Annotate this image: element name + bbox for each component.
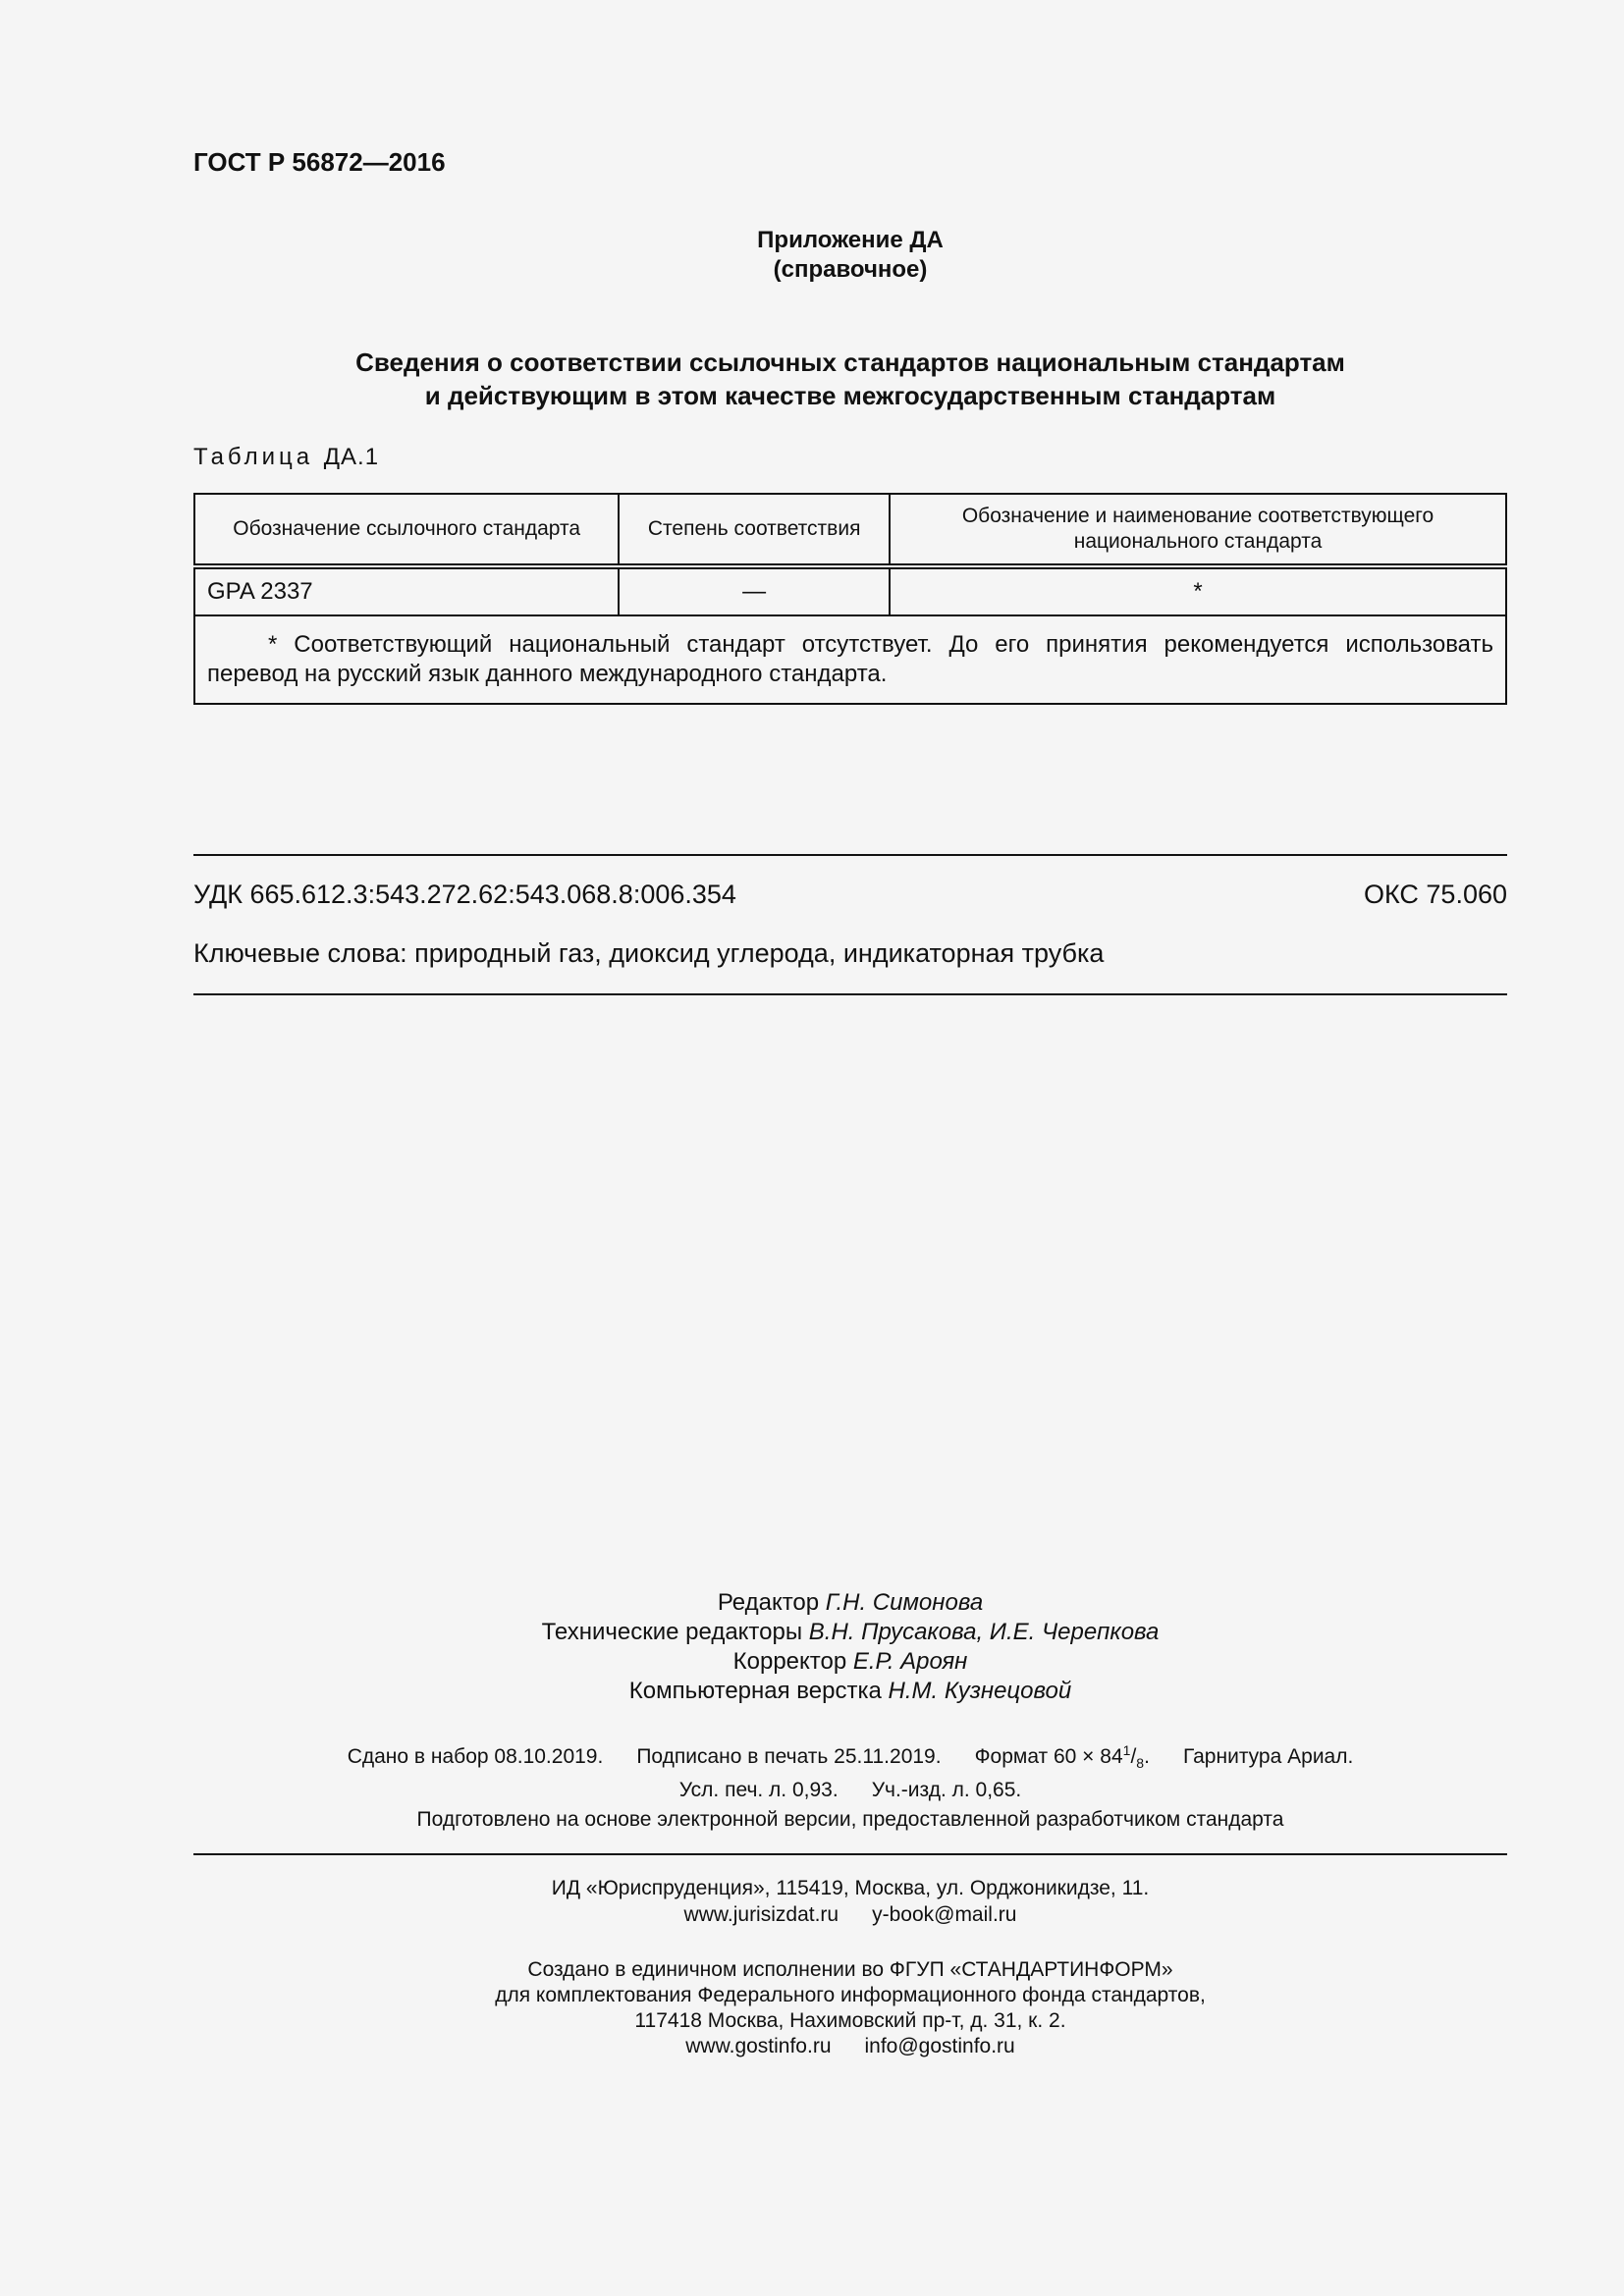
created-site: www.gostinfo.ru [685,2035,832,2057]
print-info-line-1 [193,1737,1507,1777]
format-prefix: Формат 60 × 84 [974,1745,1123,1768]
keywords: Ключевые слова: природный газ, диоксид углерода, индикаторная трубка [193,938,1105,968]
divider-bottom [193,993,1507,995]
created-info [193,1957,1507,2059]
table-header-row [194,494,1506,566]
created-contacts [193,2034,1507,2059]
typeface: Гарнитура Ариал. [1182,1745,1354,1768]
prepared-note: Подготовлено на основе электронной версии, предоставленной разработчиком стандарта [416,1808,1284,1831]
udk-code: УДК 665.612.3:543.272.62:543.068.8:006.354 [193,880,736,909]
table-header-cell: Степень соответствия [619,494,890,566]
table-footnote-row [194,615,1506,704]
table-caption [193,444,379,471]
format-numerator: 1 [1122,1742,1131,1758]
table-footnote-cell [194,615,1506,704]
publisher-info [193,1875,1507,1928]
appendix-subtitle: (справочное) [773,256,928,283]
submitted-date: Сдано в набор 08.10.2019. [347,1745,604,1768]
table-footnote: * Соответствующий национальный стандарт отсутствует. До его принятия рекомендуется использовать перевод на русский язык данного международного стандарта. [207,631,1493,687]
table-cell: GPA 2337 [194,566,619,615]
document-code: ГОСТ Р 56872—2016 [193,147,446,177]
table-caption-number: ДА.1 [323,444,380,470]
appendix-title: Приложение ДА [757,227,944,253]
tech-editors-line [193,1618,1507,1647]
created-email: info@gostinfo.ru [864,2035,1015,2057]
print-sheets: Усл. печ. л. 0,93. [678,1779,839,1802]
format-denominator: 8 [1136,1755,1145,1772]
reference-standards-table [193,493,1507,705]
publisher-site: www.jurisizdat.ru [683,1903,839,1926]
table-caption-word: Таблица [193,444,314,470]
section-title [193,346,1507,412]
print-info [193,1737,1507,1803]
oks-code: ОКС 75.060 [1363,880,1507,909]
paper-format [974,1742,1150,1772]
signed-date: Подписано в печать 25.11.2019. [636,1745,942,1768]
table-cell: — [619,566,890,615]
tech-editors-names: В.Н. Прусакова, И.Е. Черепкова [808,1619,1160,1645]
created-line-3: 117418 Москва, Нахимовский пр-т, д. 31, к. 2. [634,2009,1066,2032]
appendix-heading [193,226,1507,285]
editor-label: Редактор [717,1589,820,1616]
publisher-contacts [193,1901,1507,1928]
corrector-name: Е.Р. Ароян [852,1648,968,1675]
section-title-line-2: и действующим в этом качестве межгосударственным стандартам [424,381,1276,410]
divider-top [193,854,1507,856]
table-row [194,566,1506,615]
section-title-line-1: Сведения о соответствии ссылочных стандартов национальным стандартам [355,347,1345,377]
tech-editors-label: Технические редакторы [541,1619,803,1645]
publisher-address: ИД «Юриспруденция», 115419, Москва, ул. Орджоникидзе, 11. [551,1877,1150,1899]
print-info-line-2 [193,1777,1507,1803]
table-header-cell: Обозначение и наименование соответствующего национального стандарта [890,494,1506,566]
editor-name: Г.Н. Симонова [825,1589,984,1616]
layout-label: Компьютерная верстка [628,1678,882,1704]
table-header-cell: Обозначение ссылочного стандарта [194,494,619,566]
editor-line [193,1588,1507,1618]
editorial-credits [193,1588,1507,1706]
format-slash: / [1130,1745,1137,1768]
table-cell: * [890,566,1506,615]
publishing-sheets: Уч.-изд. л. 0,65. [871,1779,1022,1802]
publisher-email: y-book@mail.ru [872,1903,1017,1926]
created-line-1: Создано в единичном исполнении во ФГУП «СТАНДАРТИНФОРМ» [527,1958,1173,1981]
corrector-line [193,1647,1507,1677]
layout-name: Н.М. Кузнецовой [888,1678,1072,1704]
created-line-2: для комплектования Федерального информационного фонда стандартов, [495,1984,1206,2006]
divider-publisher [193,1853,1507,1855]
layout-line [193,1677,1507,1706]
corrector-label: Корректор [732,1648,847,1675]
format-suffix: . [1144,1745,1150,1768]
